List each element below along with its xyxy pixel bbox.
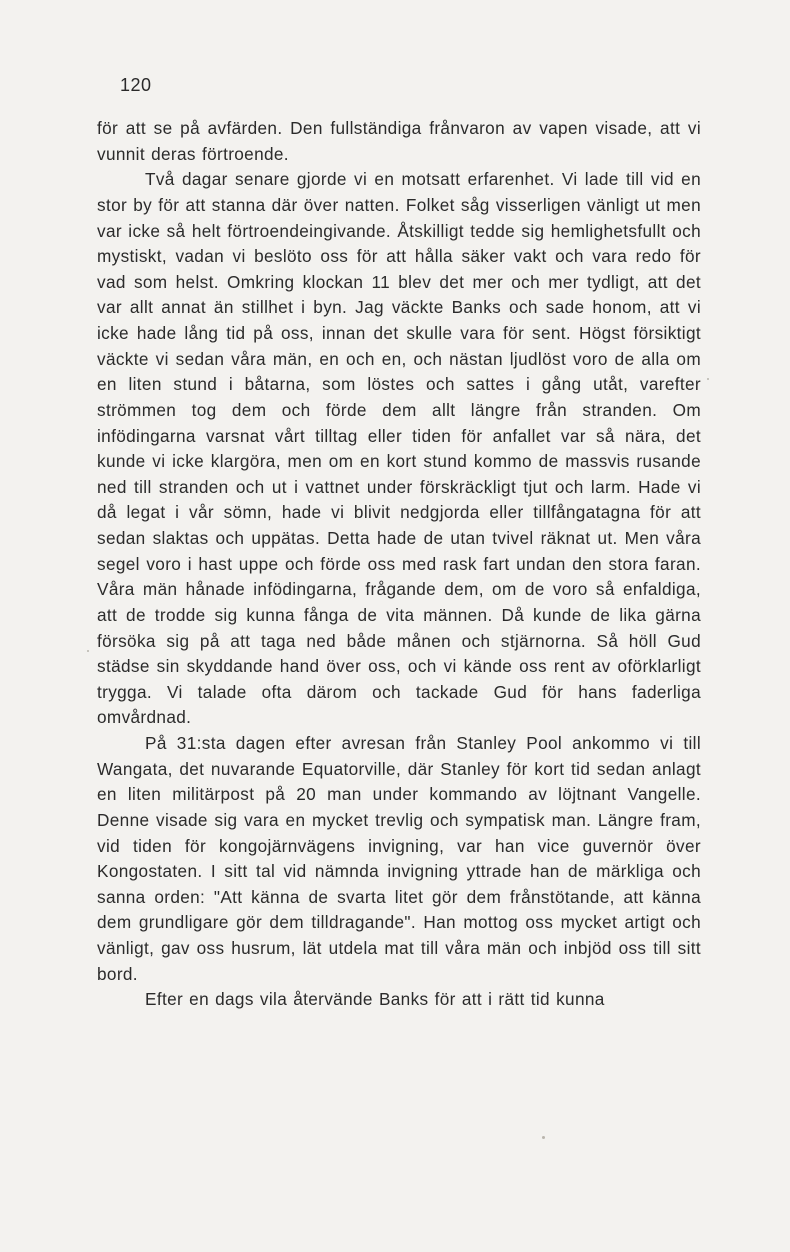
- body-text: [97, 116, 701, 1013]
- paper-speck: [87, 650, 89, 652]
- page-number: 120: [120, 75, 152, 95]
- paragraph-1: för att se på avfärden. Den fullständiga frånvaron av vapen visade, att vi vunnit deras förtroende.: [97, 118, 701, 164]
- paper-speck: [542, 1136, 545, 1139]
- paragraph-4: Efter en dags vila återvände Banks för att i rätt tid kunna: [145, 989, 605, 1010]
- paper-speck: [707, 378, 709, 380]
- paragraph-2: Två dagar senare gjorde vi en motsatt erfarenhet. Vi lade till vid en stor by för att stanna där över natten. Folket såg visserligen vänligt ut men var icke så helt förtroendeingivande. Åtskilligt tedde sig hemlighetsfullt och mystiskt, vadan vi beslöto oss för att hålla säker vakt och vara redo för vad som helst. Omkring klockan 11 blev det mer och mer tydligt, att det var allt annat än stillhet i byn. Jag väckte Banks och sade honom, att vi icke hade lång tid på oss, innan det skulle vara för sent. Högst försiktigt väckte vi sedan våra män, en och en, och nästan ljudlöst voro de alla om en liten stund i båtarna, som löstes och sattes i gång utåt, varefter strömmen tog dem och förde dem allt längre från stranden. Om infödingarna varsnat vårt tilltag eller tiden för anfallet var så nära, det kunde vi icke klargöra, men om en kort stund kommo de massvis rusande ned till stranden och ut i vattnet under förskräckligt tjut och larm. Hade vi då legat i vår sömn, hade vi blivit nedgjorda eller tillfångatagna för att sedan slaktas och uppätas. Detta hade de utan tvivel räknat ut. Men våra segel voro i hast uppe och förde oss med rask fart undan den stora faran. Våra män hånade infödingarna, frågande dem, om de voro så enfaldiga, att de trodde sig kunna fånga de vita männen. Då kunde de lika gärna försöka sig på att taga ned både månen och stjärnorna. Så höll Gud städse sin skyddande hand över oss, och vi kände oss rent av oförklarligt trygga. Vi talade ofta därom och tackade Gud för hans faderliga omvårdnad.: [97, 169, 701, 728]
- paragraph-3: På 31:sta dagen efter avresan från Stanley Pool ankommo vi till Wangata, det nuvarande Equatorville, där Stanley för kort tid sedan anlagt en liten militärpost på 20 man under kommando av löjtnant Vangelle. Denne visade sig vara en mycket trevlig och sympatisk man. Längre fram, vid tiden för kongojärnvägens invigning, var han vice guvernör över Kongostaten. I sitt tal vid nämnda invigning yttrade han de märkliga och sanna orden: "Att känna de svarta litet gör dem frånstötande, att känna dem grundligare gör dem tilldragande". Han mottog oss mycket artigt och vänligt, gav oss husrum, lät utdela mat till våra män och inbjöd oss till sitt bord.: [97, 733, 701, 984]
